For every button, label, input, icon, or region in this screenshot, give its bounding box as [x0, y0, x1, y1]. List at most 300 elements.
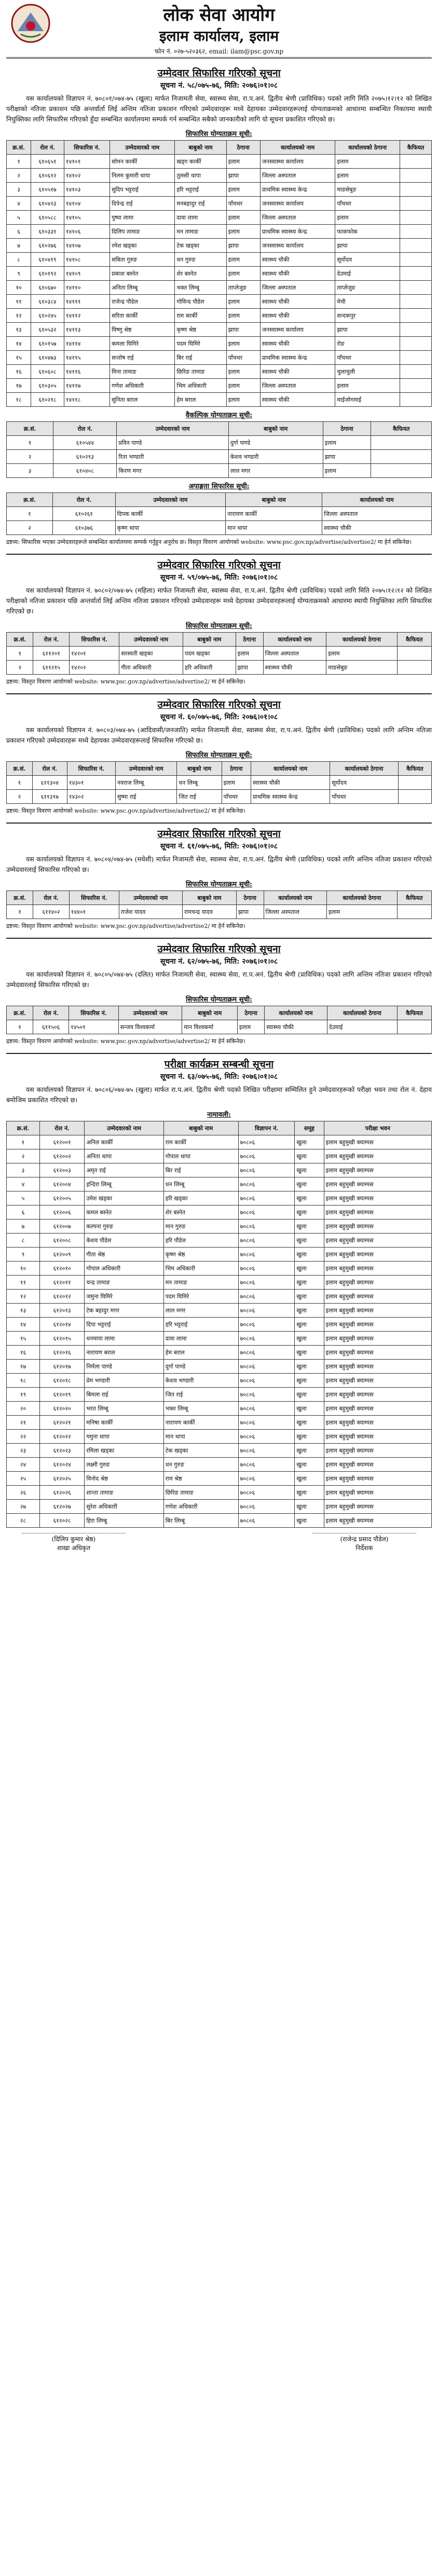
table-row: [7, 1205, 432, 1220]
table-cell: २: [7, 521, 53, 535]
table-cell: ६१०६७०: [31, 281, 64, 295]
table-cell: पाँचथर: [335, 351, 400, 365]
column-header: क्र.सं.: [7, 493, 53, 507]
table-row: [7, 464, 432, 478]
column-header: परीक्षा भवन: [324, 1121, 431, 1135]
table-cell: दुर्गा पाण्डे: [228, 436, 323, 450]
table-cell: ६१२०१४: [39, 1318, 84, 1332]
table-cell: [400, 225, 432, 239]
table-cell: इलाम: [226, 309, 260, 323]
table-title: सिफारिस योग्यताक्रम सूची:: [186, 622, 252, 630]
table-cell: इलाम: [226, 267, 260, 281]
table-cell: ९: [7, 1248, 40, 1262]
table-title: सिफारिस योग्यताक्रम सूची:: [186, 751, 252, 759]
table-cell: प्राथमिक स्वास्थ्य केन्द्र: [260, 351, 335, 365]
table-cell: सरिता कार्की: [110, 309, 175, 323]
notice-title: उम्मेदवार सिफारिस गरिएको सूचना: [157, 828, 281, 840]
table-cell: दिपक कार्की: [115, 507, 226, 521]
column-header: क्र.सं.: [7, 762, 33, 776]
table-cell: कल्पना गुरुङ: [85, 1220, 163, 1234]
signature-block: [6, 1533, 432, 1552]
table-cell: खुला: [295, 1262, 324, 1276]
table-cell: माईजोगमाई: [335, 393, 400, 407]
table-cell: ३: [7, 183, 31, 197]
table-cell: खुला: [295, 1458, 324, 1472]
table-cell: इलाम बहुमुखी क्याम्पस: [324, 1163, 431, 1177]
column-header: बाबुको नाम: [177, 762, 222, 776]
table-cell: खुला: [295, 1234, 324, 1248]
table-row: [7, 1020, 432, 1034]
table-cell: चुलाचुली: [335, 365, 400, 379]
table-cell: ७: [7, 1220, 40, 1234]
table-cell: सुदिप भट्टराई: [110, 183, 175, 197]
table-cell: जनस्वास्थ्य कार्यालय: [260, 323, 335, 337]
table-cell: स्वास्थ्य चौकी: [265, 1020, 327, 1034]
table-cell: नारायण कार्की: [226, 507, 322, 521]
table-cell: भक्त लिम्बू: [163, 1402, 238, 1416]
table-cell: खुला: [295, 1332, 324, 1346]
table-cell: इलाम: [222, 776, 251, 790]
table-row: [7, 1177, 432, 1191]
table-cell: ६१२००९: [39, 1248, 84, 1262]
table-cell: १४११२: [64, 309, 110, 323]
table-row: [7, 1388, 432, 1402]
table-cell: इलाम बहुमुखी क्याम्पस: [324, 1416, 431, 1430]
table-cell: ६१०३८४: [31, 295, 64, 309]
notice-number-date: सूचना नं. ५८/०७५-७६, मिति: २०७६।०१।०८: [160, 81, 278, 90]
table-cell: इलाम बहुमुखी क्याम्पस: [324, 1346, 431, 1360]
table-cell: १४१०८: [64, 253, 110, 267]
table-cell: भिम अधिकारी: [175, 379, 226, 393]
table-cell: राजेश यादव: [119, 905, 182, 919]
data-table: [6, 421, 432, 478]
table-cell: खुला: [295, 1444, 324, 1458]
column-header: कार्यालयको नाम: [260, 141, 335, 155]
table-cell: कमला घिमिरे: [110, 337, 175, 351]
table-cell: २३: [7, 1444, 40, 1458]
table-cell: हरि खड्का: [163, 1191, 238, 1205]
table-cell: शान्ता तामाङ: [85, 1486, 163, 1500]
table-cell: इलाम बहुमुखी क्याम्पस: [324, 1444, 431, 1458]
table-row: [7, 1416, 432, 1430]
table-cell: १४२०२: [70, 661, 119, 675]
table-cell: ८: [7, 1234, 40, 1248]
column-header: उम्मेदवारको नाम: [119, 891, 182, 905]
org-name: लोक सेवा आयोग: [163, 5, 275, 25]
table-cell: तुलसी थापा: [175, 169, 226, 183]
table-cell: [400, 197, 432, 211]
table-row: [7, 1191, 432, 1205]
table-cell: १२: [7, 309, 31, 323]
column-header: क्र.सं.: [7, 633, 33, 647]
notice-section: [6, 1053, 432, 1528]
table-cell: ७०८०६: [238, 1458, 295, 1472]
column-header: बाबुको नाम: [228, 422, 323, 436]
table-cell: १४१०७: [64, 239, 110, 253]
table-cell: झापा: [226, 169, 260, 183]
column-header: कार्यालयको नाम: [251, 762, 330, 776]
table-cell: इलाम बहुमुखी क्याम्पस: [324, 1402, 431, 1416]
table-cell: [397, 661, 431, 675]
column-header: कैफियत: [398, 762, 431, 776]
table-cell: ६१०६१२: [31, 169, 64, 183]
table-row: [7, 1318, 432, 1332]
table-cell: ६१०३०५: [31, 379, 64, 393]
table-cell: १४१०६: [64, 225, 110, 239]
table-cell: गणेश अधिकारी: [110, 379, 175, 393]
column-header: सिफारिस नं.: [64, 141, 110, 155]
table-cell: ७०८०६: [238, 1304, 295, 1318]
column-header: कैफियत: [397, 891, 431, 905]
table-cell: माङसेबुङ: [335, 183, 400, 197]
table-row: [7, 1248, 432, 1262]
table-cell: सूर्योदय: [335, 253, 400, 267]
table-cell: खुला: [295, 1248, 324, 1262]
table-row: [7, 309, 432, 323]
table-row: [7, 1304, 432, 1318]
table-cell: खुला: [295, 1149, 324, 1163]
column-header: ठेगाना: [236, 633, 263, 647]
column-header: उम्मेदवारको नाम: [118, 1006, 182, 1020]
table-cell: ६१०३३१: [31, 225, 64, 239]
table-cell: सूर्योदय: [330, 776, 399, 790]
signatory-name-left: (दिलिप कुमार श्रेष्ठ): [51, 1536, 96, 1543]
table-cell: १७: [7, 379, 31, 393]
table-cell: ६१०२४५: [31, 309, 64, 323]
table-cell: खुला: [295, 1276, 324, 1290]
table-cell: राजेन्द्र पौडेल: [110, 295, 175, 309]
letterhead: [6, 0, 432, 59]
table-cell: इलाम बहुमुखी क्याम्पस: [324, 1290, 431, 1304]
table-row: [7, 225, 432, 239]
table-cell: ६१२०२१: [39, 1416, 84, 1430]
table-cell: खुला: [295, 1304, 324, 1318]
table-cell: [398, 776, 431, 790]
table-cell: प्राथमिक स्वास्थ्य केन्द्र: [260, 183, 335, 197]
table-cell: १४११३: [64, 323, 110, 337]
table-row: [7, 253, 432, 267]
notice-number-date: सूचना नं. ६२/०७५-७६, मिति: २०७६।०१।०८: [160, 957, 278, 966]
table-cell: इलाम बहुमुखी क्याम्पस: [324, 1472, 431, 1486]
column-header: उम्मेदवारको नाम: [119, 633, 183, 647]
table-cell: ३: [7, 1163, 40, 1177]
column-header: रोल नं.: [53, 422, 117, 436]
table-cell: [371, 464, 432, 478]
table-cell: ६१२०२५: [39, 1472, 84, 1486]
table-cell: १: [7, 155, 31, 169]
table-cell: ६१२०२८: [39, 1514, 84, 1528]
table-cell: बिर राई: [175, 351, 226, 365]
table-cell: [398, 1020, 432, 1034]
table-cell: दिपेन्द्र राई: [110, 197, 175, 211]
table-cell: इलाम बहुमुखी क्याम्पस: [324, 1149, 431, 1163]
table-cell: खुला: [295, 1514, 324, 1528]
column-header: कार्यालयको ठेगाना: [330, 762, 399, 776]
table-cell: ७: [7, 239, 31, 253]
table-cell: रमेश खड्का: [110, 239, 175, 253]
table-cell: मनिषा कार्की: [85, 1416, 163, 1430]
table-cell: १५: [7, 351, 31, 365]
table-cell: [400, 211, 432, 225]
table-cell: गीता श्रेष्ठ: [85, 1248, 163, 1262]
table-cell: किरण मगर: [117, 464, 228, 478]
table-cell: गणेश अधिकारी: [163, 1500, 238, 1514]
table-cell: [400, 183, 432, 197]
table-cell: ६१२०१९: [39, 1388, 84, 1402]
column-header: सिफारिस नं.: [69, 891, 119, 905]
table-cell: इलाम बहुमुखी क्याम्पस: [324, 1500, 431, 1514]
table-cell: बिमला राई: [85, 1388, 163, 1402]
table-cell: ४: [7, 1177, 40, 1191]
table-cell: ६१०४२३: [31, 197, 64, 211]
table-cell: इलाम: [226, 253, 260, 267]
column-header: कार्यालयको नाम: [264, 891, 326, 905]
table-row: [7, 183, 432, 197]
column-header: सिफारिस नं.: [67, 762, 115, 776]
table-cell: खुला: [295, 1374, 324, 1388]
table-cell: इलाम बहुमुखी क्याम्पस: [324, 1318, 431, 1332]
table-cell: ६: [7, 225, 31, 239]
table-cell: सबिता गुरुङ: [110, 253, 175, 267]
column-header: सिफारिस नं.: [70, 633, 119, 647]
table-cell: इलाम: [236, 647, 263, 661]
table-cell: स्वास्थ्य चौकी: [260, 267, 335, 281]
table-cell: टेक खड्का: [175, 239, 226, 253]
table-cell: [400, 295, 432, 309]
table-cell: इलाम: [335, 169, 400, 183]
table-cell: पाँचथर: [330, 790, 399, 804]
nepal-emblem-icon: [10, 3, 51, 44]
table-cell: १२: [7, 1290, 40, 1304]
table-cell: ७०८०६: [238, 1191, 295, 1205]
column-header: उम्मेदवारको नाम: [110, 141, 175, 155]
table-cell: २१: [7, 1416, 40, 1430]
table-row: [7, 281, 432, 295]
table-cell: कमल बस्नेत: [85, 1205, 163, 1220]
office-contact: फोन नं. ०२७-५२०३६२, email: ilam@psc.gov.np: [154, 48, 284, 55]
table-cell: टेक बहादुर मगर: [85, 1304, 163, 1318]
section-divider: [6, 938, 432, 939]
table-cell: ६१२०१७: [39, 1360, 84, 1374]
table-cell: भिम अधिकारी: [163, 1262, 238, 1276]
table-cell: ६११२०१: [33, 647, 70, 661]
table-cell: ७०८०६: [238, 1318, 295, 1332]
table-cell: जमुना घिमिरे: [85, 1290, 163, 1304]
table-cell: मेची: [335, 295, 400, 309]
table-cell: इलाम: [326, 647, 397, 661]
table-cell: ६१०४०८: [53, 464, 117, 478]
table-cell: मनबहादुर राई: [175, 197, 226, 211]
table-cell: ७०८०६: [238, 1290, 295, 1304]
table-cell: केशव पौडेल: [85, 1234, 163, 1248]
table-row: [7, 450, 432, 464]
table-cell: खुला: [295, 1500, 324, 1514]
column-header: बाबुको नाम: [226, 493, 322, 507]
table-cell: [400, 155, 432, 169]
table-cell: १४२०१: [70, 647, 119, 661]
table-cell: केशव भण्डारी: [163, 1374, 238, 1388]
table-row: [7, 169, 432, 183]
table-cell: २४: [7, 1458, 40, 1472]
table-cell: इलाम: [323, 464, 371, 478]
notice-note: द्रष्टव्य: विस्तृत विवरण आयोगको website: www.psc.gov.np/advertise/advertise2/ मा हेर्न सकिनेछ।: [6, 678, 245, 685]
table-cell: १५: [7, 1332, 40, 1346]
table-cell: ६१२०२७: [39, 1500, 84, 1514]
table-cell: इलाम: [226, 211, 260, 225]
table-cell: जनस्वास्थ्य कार्यालय: [260, 197, 335, 211]
table-cell: इलाम बहुमुखी क्याम्पस: [324, 1234, 431, 1248]
table-cell: [400, 309, 432, 323]
table-cell: कृष्ण श्रेष्ठ: [163, 1248, 238, 1262]
notice-body: यस कार्यालयको विज्ञापन नं. ७०८०४/०७४-७५ (मधेशी) मार्फत निजामती सेवा, स्वास्थ्य सेवा, रा.प.अनं. द्वितीय श्रेणी (प्राविधिक) पदको लागि अन्तिम नतिजा प्रकाशन गरिएको उम्मेदवारलाई सिफारिस गरिएको छ।: [6, 855, 432, 873]
table-cell: हरि पौडेल: [163, 1234, 238, 1248]
table-header-row: [7, 762, 432, 776]
column-header: रोल नं.: [53, 493, 116, 507]
column-header: रोल नं.: [33, 891, 69, 905]
table-cell: ७०८०६: [238, 1402, 295, 1416]
table-cell: ६१०५४४: [53, 436, 117, 450]
table-cell: रमिला खड्का: [85, 1444, 163, 1458]
table-cell: झापा: [335, 239, 400, 253]
table-cell: इलाम बहुमुखी क्याम्पस: [324, 1177, 431, 1191]
table-cell: सोमन कार्की: [110, 155, 175, 169]
table-cell: शेर बस्नेत: [163, 1205, 238, 1220]
table-cell: ६१०४७३: [31, 351, 64, 365]
table-cell: पदम घिमिरे: [175, 337, 226, 351]
notice-section: [6, 823, 432, 930]
table-row: [7, 507, 432, 521]
table-cell: [397, 647, 431, 661]
table-cell: [400, 365, 432, 379]
column-header: कार्यालयको ठेगाना: [326, 633, 397, 647]
column-header: रोल नं.: [33, 1006, 69, 1020]
table-cell: १४११५: [64, 351, 110, 365]
table-cell: खुला: [295, 1290, 324, 1304]
table-cell: ६१०३७६: [53, 521, 116, 535]
table-cell: ४: [7, 197, 31, 211]
table-header-row: [7, 891, 432, 905]
column-header: कैफियत: [397, 633, 431, 647]
table-cell: ११: [7, 295, 31, 309]
table-cell: ६१२००४: [39, 1177, 84, 1191]
table-row: [7, 521, 432, 535]
column-header: कैफियत: [400, 141, 432, 155]
table-cell: निलम कुमारी थापा: [110, 169, 175, 183]
table-cell: ६१२०१०: [39, 1262, 84, 1276]
table-cell: स्वास्थ्य चौकी: [260, 365, 335, 379]
table-cell: इलाम: [335, 379, 400, 393]
table-cell: बिर राई: [163, 1163, 238, 1177]
table-row: [7, 1444, 432, 1458]
table-cell: पाँचथर: [226, 351, 260, 365]
table-cell: विनोद श्रेष्ठ: [85, 1472, 163, 1486]
table-cell: [397, 905, 431, 919]
section-divider: [6, 554, 432, 555]
table-cell: इलाम: [226, 393, 260, 407]
signatory-role-left: शाखा अधिकृत: [57, 1544, 90, 1552]
table-cell: धन गुरुङ: [163, 1458, 238, 1472]
notice-number-date: सूचना नं. ६१/०७५-७६, मिति: २०७६।०१।०८: [160, 842, 278, 851]
table-cell: दिपा भट्टराई: [85, 1318, 163, 1332]
table-cell: ६१०६५१: [31, 155, 64, 169]
table-cell: जित राई: [163, 1388, 238, 1402]
table-cell: ७०८०६: [238, 1360, 295, 1374]
table-cell: पाँचथर: [226, 197, 260, 211]
table-cell: ६१२०२०: [39, 1402, 84, 1416]
table-cell: १४१०५: [64, 211, 110, 225]
table-cell: राम कार्की: [175, 309, 226, 323]
table-cell: जिल्ला अस्पताल: [260, 379, 335, 393]
table-row: [7, 1360, 432, 1374]
table-cell: दावा लामा: [175, 211, 226, 225]
table-cell: खुला: [295, 1191, 324, 1205]
table-cell: २: [7, 661, 33, 675]
table-cell: धन गुरुङ: [175, 253, 226, 267]
table-cell: ७०८०६: [238, 1163, 295, 1177]
table-cell: प्रेम भण्डारी: [85, 1374, 163, 1388]
table-cell: इलाम बहुमुखी क्याम्पस: [324, 1248, 431, 1262]
table-cell: खुला: [295, 1360, 324, 1374]
table-cell: ६१२०१३: [39, 1304, 84, 1318]
notice-note: द्रष्टव्य: सिफारिस भएका उम्मेदवारहरूले सम्बन्धित कार्यालयमा सम्पर्क गर्नुहुन अनुरोध छ। विस्तृत विवरण आयोगको website: www.psc.gov.np/advertise/advertise2/ मा हेर्न सकिनेछ।: [6, 539, 412, 545]
table-cell: फाकफोक: [335, 225, 400, 239]
table-cell: ५: [7, 211, 31, 225]
table-cell: [400, 267, 432, 281]
table-cell: रामचन्द्र यादव: [182, 905, 236, 919]
table-header-row: [7, 633, 432, 647]
office-name: इलाम कार्यालय, इलाम: [159, 28, 279, 45]
data-table: [6, 140, 432, 407]
table-cell: ६१२००८: [39, 1234, 84, 1248]
table-cell: १४३०१: [67, 776, 115, 790]
table-row: [7, 776, 432, 790]
notice-title: उम्मेदवार सिफारिस गरिएको सूचना: [157, 67, 281, 79]
table-cell: १४१०९: [64, 267, 110, 281]
table-cell: खुला: [295, 1163, 324, 1177]
table-cell: बिर लिम्बू: [163, 1514, 238, 1528]
table-cell: ११: [7, 1276, 40, 1290]
table-cell: [371, 436, 432, 450]
notice-number-date: सूचना नं. ६३/०७५-७६, मिति: २०७६।०१।०८: [160, 1073, 278, 1081]
table-cell: प्राथमिक स्वास्थ्य केन्द्र: [260, 225, 335, 239]
column-header: क्र.सं.: [7, 1121, 40, 1135]
table-title: अपाङ्गता सिफारिस सूची:: [188, 483, 250, 490]
table-cell: इलाम बहुमुखी क्याम्पस: [324, 1374, 431, 1388]
table-cell: इलाम बहुमुखी क्याम्पस: [324, 1135, 431, 1149]
table-cell: ७०८०६: [238, 1135, 295, 1149]
table-cell: १४५०१: [69, 1020, 119, 1034]
table-cell: हरि अधिकारी: [183, 661, 236, 675]
table-cell: ७०८०६: [238, 1205, 295, 1220]
table-cell: ६१०२७६: [31, 239, 64, 253]
table-cell: लक्ष्मी गुरुङ: [85, 1458, 163, 1472]
table-cell: रोङ: [335, 337, 400, 351]
table-cell: २: [7, 1149, 40, 1163]
table-row: [7, 1430, 432, 1444]
table-cell: [400, 393, 432, 407]
table-cell: ६११३१७: [32, 790, 67, 804]
table-cell: सुष्मा राई: [115, 790, 176, 804]
table-cell: देउमाई: [335, 267, 400, 281]
column-header: ठेगाना: [237, 1006, 264, 1020]
table-row: [7, 1290, 432, 1304]
table-cell: स्वास्थ्य चौकी: [251, 776, 330, 790]
table-cell: गोपाल अधिकारी: [85, 1262, 163, 1276]
table-cell: १४११८: [64, 393, 110, 407]
table-row: [7, 295, 432, 309]
table-cell: मान गुरुङ: [163, 1220, 238, 1234]
table-cell: २८: [7, 1514, 40, 1528]
